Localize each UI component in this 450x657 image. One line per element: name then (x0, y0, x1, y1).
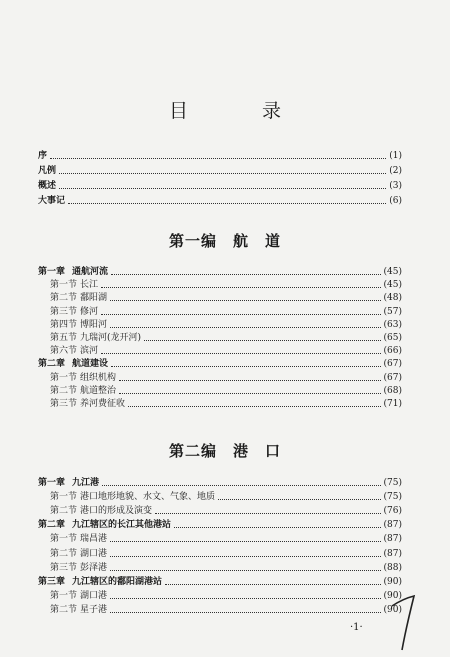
toc-entry-label: 湖口港 (80, 548, 108, 559)
toc-entry-label: 星子港 (80, 604, 108, 615)
chapter-number: 第一章 (38, 267, 66, 277)
chapter-number: 第三章 (38, 576, 66, 587)
toc-page-number: (87) (383, 520, 402, 531)
section-number: 第二节 (50, 548, 78, 559)
part2-heading-name-a: 港 (232, 442, 249, 460)
toc-entry-label: 大事记 (38, 196, 66, 206)
toc-entry-label: 九江辖区的长江其他港站 (72, 520, 172, 531)
toc-entry-label: 港口的形成及演变 (80, 506, 153, 517)
toc-row (38, 358, 402, 370)
toc-page-number: (75) (383, 492, 402, 503)
section-number: 第二节 (50, 604, 78, 615)
section-number: 第五节 (50, 333, 78, 343)
toc-page-number: (66) (383, 346, 402, 357)
toc-row (38, 398, 402, 410)
leader-dots (144, 339, 380, 341)
toc-row (38, 533, 402, 545)
toc-row (38, 195, 402, 207)
toc-row (38, 279, 402, 291)
toc-row (38, 477, 402, 489)
toc-entry-label: 序 (38, 151, 48, 161)
toc-row (38, 505, 402, 517)
toc-entry-label: 九江港 (72, 478, 100, 488)
toc-entry-label: 港口地形地貌、水文、气象、地质 (80, 492, 216, 503)
toc-row (38, 332, 402, 344)
part2-heading-number: 第二编 (168, 442, 217, 460)
toc-row (38, 372, 402, 384)
section-number: 第一节 (50, 590, 78, 601)
leader-dots (155, 512, 381, 514)
toc-entry-label: 湖口港 (80, 590, 108, 601)
leader-dots (110, 299, 381, 301)
toc-row (38, 562, 402, 574)
toc-row (38, 292, 402, 304)
toc-entry-label: 养河费征收 (80, 399, 126, 409)
part1-heading-number: 第一编 (168, 232, 217, 250)
toc-page-number: (2) (389, 166, 402, 176)
toc-entry-label: 长江 (80, 280, 99, 291)
toc-entry-label: 瑞昌港 (80, 534, 108, 545)
part2-heading-name-b: 口 (265, 442, 282, 460)
toc-entry-label: 九江辖区的鄱阳湖港站 (72, 576, 163, 587)
section-number: 第二节 (50, 506, 78, 517)
toc-row (38, 590, 402, 602)
toc-page-number: (63) (383, 319, 402, 330)
leader-dots (102, 484, 381, 486)
toc-page-number: (88) (383, 562, 402, 573)
toc-page-number: (67) (383, 359, 402, 370)
toc-page-number: (75) (383, 478, 402, 488)
chapter-number: 第一章 (38, 478, 66, 488)
leader-dots (119, 379, 381, 381)
leader-dots (110, 611, 381, 613)
toc-page-number: (90) (383, 604, 402, 615)
leader-dots (101, 313, 381, 315)
toc-entry-label: 航道建设 (72, 359, 109, 370)
toc-entry-label: 修河 (80, 306, 99, 317)
leader-dots (68, 202, 386, 204)
leader-dots (128, 405, 381, 407)
section-number: 第一节 (50, 280, 78, 291)
part1-heading-name-a: 航 (232, 232, 249, 250)
leader-dots (110, 326, 381, 328)
toc-entry-label: 航道整治 (80, 385, 117, 396)
toc-entry-label: 鄱阳湖 (80, 293, 108, 304)
page-number: ·1· (350, 622, 363, 633)
toc-entry-label: 概述 (38, 181, 57, 191)
toc-page-number: (87) (383, 548, 402, 559)
leader-dots (119, 392, 381, 394)
toc-page-number: (6) (389, 196, 402, 206)
leader-dots (218, 498, 381, 500)
toc-entry-label: 组织机构 (80, 372, 117, 383)
toc-page-number: (65) (383, 333, 402, 343)
section-number: 第三节 (50, 306, 78, 317)
toc-row (38, 150, 402, 162)
toc-row (38, 165, 402, 177)
toc-page-number: (1) (389, 151, 402, 161)
section-number: 第一节 (50, 492, 78, 503)
part2-heading (0, 440, 450, 461)
toc-row (38, 266, 402, 278)
part1-heading-name-b: 道 (265, 232, 282, 250)
handwritten-mark (388, 592, 422, 652)
toc-page-number: (3) (389, 181, 402, 191)
leader-dots (101, 286, 381, 288)
section-number: 第三节 (50, 399, 78, 409)
toc-row (38, 345, 402, 357)
toc-row (38, 319, 402, 331)
leader-dots (59, 172, 386, 174)
toc-entry-label: 滨河 (80, 346, 99, 357)
toc-entry-label: 凡例 (38, 166, 57, 176)
leader-dots (110, 540, 381, 542)
leader-dots (110, 555, 381, 557)
section-number: 第三节 (50, 562, 78, 573)
toc-page-number: (76) (383, 506, 402, 517)
section-number: 第二节 (50, 385, 78, 396)
section-number: 第二节 (50, 293, 78, 304)
section-number: 第一节 (50, 372, 78, 383)
section-number: 第六节 (50, 346, 78, 357)
toc-entry-label: 彭泽港 (80, 562, 108, 573)
toc-row (38, 385, 402, 397)
toc-row (38, 576, 402, 588)
toc-row (38, 604, 402, 616)
toc-page-number: (57) (383, 306, 402, 317)
toc-page-number: (45) (383, 267, 402, 277)
toc-page-number: (87) (383, 534, 402, 545)
section-number: 第四节 (50, 319, 78, 330)
toc-entry-label: 博阳河 (80, 319, 108, 330)
toc-row (38, 491, 402, 503)
chapter-number: 第二章 (38, 520, 66, 531)
part1-heading (0, 230, 450, 251)
toc-page-number: (67) (383, 372, 402, 383)
leader-dots (111, 365, 381, 367)
leader-dots (110, 597, 381, 599)
toc-page-number: (68) (383, 385, 402, 396)
section-number: 第一节 (50, 534, 78, 545)
leader-dots (101, 352, 381, 354)
toc-row (38, 306, 402, 318)
toc-entry-label: 九瑞河(龙开河) (80, 333, 142, 343)
chapter-number: 第二章 (38, 359, 66, 370)
toc-page-number: (48) (383, 293, 402, 304)
toc-row (38, 519, 402, 531)
toc-page-number: (90) (383, 590, 402, 601)
toc-entry-label: 通航河流 (72, 267, 109, 277)
leader-dots (174, 526, 381, 528)
toc-page-number: (71) (383, 399, 402, 409)
leader-dots (165, 583, 381, 585)
toc-row (38, 180, 402, 192)
toc-page-number: (90) (383, 576, 402, 587)
leader-dots (111, 273, 381, 275)
leader-dots (50, 157, 386, 159)
toc-page-number: (45) (383, 280, 402, 291)
toc-row (38, 548, 402, 560)
leader-dots (110, 569, 381, 571)
leader-dots (59, 187, 386, 189)
page-title: 目 录 (168, 100, 316, 122)
